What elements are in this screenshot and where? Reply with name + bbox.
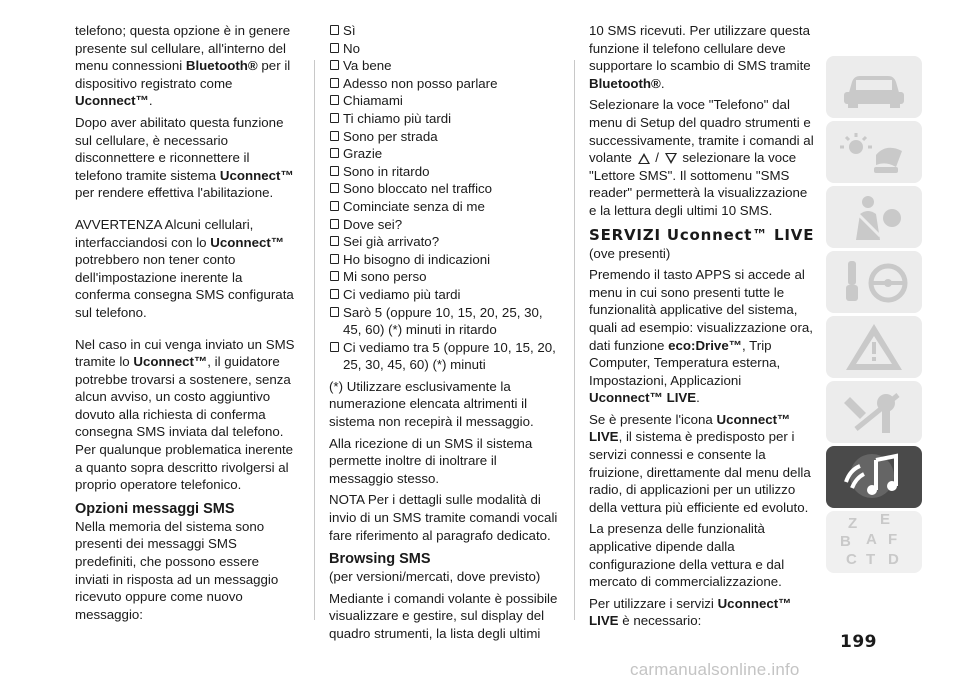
paragraph: Per utilizzare i servizi Uconnect™ LIVE è necessario: [589,595,792,629]
watermark: carmanualsonline.info [630,660,800,679]
index-letter: A [866,531,877,548]
chapter-tabs [826,56,922,576]
index-letter: T [866,551,876,568]
section-heading-sms-options: Opzioni messaggi SMS [75,500,235,517]
list-item: Ti chiamo più tardi [329,110,561,128]
tab-dashboard[interactable] [826,121,922,183]
wrench-tools-icon [826,381,922,443]
section-subheading: (per versioni/mercati, dove previsto) [329,569,541,585]
list-item: Grazie [329,145,561,163]
section-heading-browsing-sms: Browsing SMS [329,551,431,568]
list-item: Adesso non posso parlare [329,75,561,93]
list-item: Mi sono perso [329,268,561,286]
paragraph: (*) Utilizzare esclusivamente la numerazione elencata altrimenti il sistema non recepirà il messaggio. [329,378,534,430]
list-item: Va bene [329,57,561,75]
list-item: Dove sei? [329,216,561,234]
arrow-up-icon [638,153,650,164]
list-item: Sono in ritardo [329,163,561,181]
paragraph: Dopo aver abilitato questa funzione sul cellulare, è necessario disconnettere e riconnettere il telefono tramite sistema Uconnect™ per rendere effettiva l'abilitazione. [75,114,294,201]
paragraph: Premendo il tasto APPS si accede al menu in cui sono presenti tutte le funzionalità applicative del sistema, quali ad esempio: visualizzazione ora, dati funzione eco:Drive™, Trip Computer, Temperatura esterna, Impostazioni, Applicazioni Uconnect™ LIVE. [589,267,813,406]
page-number: 199 [840,632,877,652]
index-letter: F [888,531,898,548]
note-paragraph: NOTA Per i dettagli sulle modalità di invio di un SMS tramite comandi vocali fare riferimento al paragrafo dedicato. [329,492,558,543]
paragraph: Mediante i comandi volante è possibile visualizzare e gestire, sul display del quadro strumenti, la lista degli ultimi [329,590,558,641]
paragraph: Alla ricezione di un SMS il sistema permette inoltre di inoltrare il messaggio stesso. [329,435,533,486]
alphabet-index-icon: Z [848,515,858,532]
warning-triangle-icon [826,316,922,378]
index-letter: B [840,533,851,550]
text-column-1 [75,22,295,627]
list-item: Chiamami [329,92,561,110]
tab-maintenance[interactable] [826,381,922,443]
paragraph: Selezionare la voce "Telefono" dal menu di Setup del quadro strumenti e successivamente, tramite i comandi al volante / selezionare la voce "Lettore SMS". Il sottomenu "SMS reader" permetterà la visualizzazione e la lettura degli ultimi 10 SMS. [589,97,814,218]
text-column-2 [329,22,561,647]
tab-multimedia[interactable] [826,446,922,508]
index-letter: E [880,511,891,528]
tab-starting-driving[interactable] [826,251,922,313]
tab-index[interactable] [826,511,922,573]
list-item: Sì [329,22,561,40]
section-subheading: (ove presenti) [589,245,671,261]
arrow-down-icon [665,153,677,164]
list-item: Sei già arrivato? [329,233,561,251]
list-item: Ci vediamo tra 5 (oppure 10, 15, 20, 25, 30, 45, 60) (*) minuti [329,339,561,374]
list-item: Ho bisogno di indicazioni [329,251,561,269]
section-heading-uconnect-live: SERVIZI Uconnect™ LIVE [589,225,815,244]
list-item: Ci vediamo più tardi [329,286,561,304]
paragraph: Nella memoria del sistema sono presenti dei messaggi SMS predefiniti, che possono essere inviati in risposta ad un messaggio ricevuto oppure come nuovo messaggio: [75,518,279,622]
seatbelt-airbag-icon [826,186,922,248]
paragraph: Nel caso in cui venga inviato un SMS tramite lo Uconnect™, il guidatore potrebbe trovarsi a sostenere, senza alcun avviso, un costo aggiuntivo dovuto alla richiesta di conferma consegna SMS inviata dal telefono. Per qualunque problematica inerente a quanto sopra descritto rivolgersi al proprio operatore telefonico. [75,336,295,493]
warning-paragraph: AVVERTENZA Alcuni cellulari, interfacciandosi con lo Uconnect™ potrebbero non tener conto dell'impostazione inerente la conferma consegna SMS configurata sul telefono. [75,216,294,320]
car-icon [826,56,922,118]
tab-car[interactable] [826,56,922,118]
predefined-messages-list [329,22,561,374]
phone-music-icon [826,446,922,508]
tab-emergency[interactable] [826,316,922,378]
paragraph: Se è presente l'icona Uconnect™ LIVE, il sistema è predisposto per i servizi connessi e consente la fruizione, direttamente dal menu della radio, di applicazioni per un utilizzo della vettura più efficiente ed evoluto. [589,411,811,515]
column-divider [314,60,315,620]
list-item: No [329,40,561,58]
list-item: Cominciate senza di me [329,198,561,216]
column-divider [574,60,575,620]
list-item: Sono per strada [329,128,561,146]
paragraph: telefono; questa opzione è in genere presente sul cellulare, all'interno del menu connessioni Bluetooth® per il dispositivo registrato come Uconnect™. [75,23,291,109]
paragraph: La presenza delle funzionalità applicative dipende dalla configurazione della vettura e dal mercato di commercializzazione. [589,521,785,590]
index-letter: D [888,551,899,568]
text-column-3 [589,22,817,634]
index-letter: C [846,551,857,568]
list-item: Sarò 5 (oppure 10, 15, 20, 25, 30, 45, 60) (*) minuti in ritardo [329,304,561,339]
paragraph: 10 SMS ricevuti. Per utilizzare questa funzione il telefono cellulare deve supportare lo scambio di SMS tramite Bluetooth®. [589,23,811,91]
tab-safety[interactable] [826,186,922,248]
key-steering-wheel-icon [826,251,922,313]
list-item: Sono bloccato nel traffico [329,180,561,198]
dashboard-lights-icon [826,121,922,183]
